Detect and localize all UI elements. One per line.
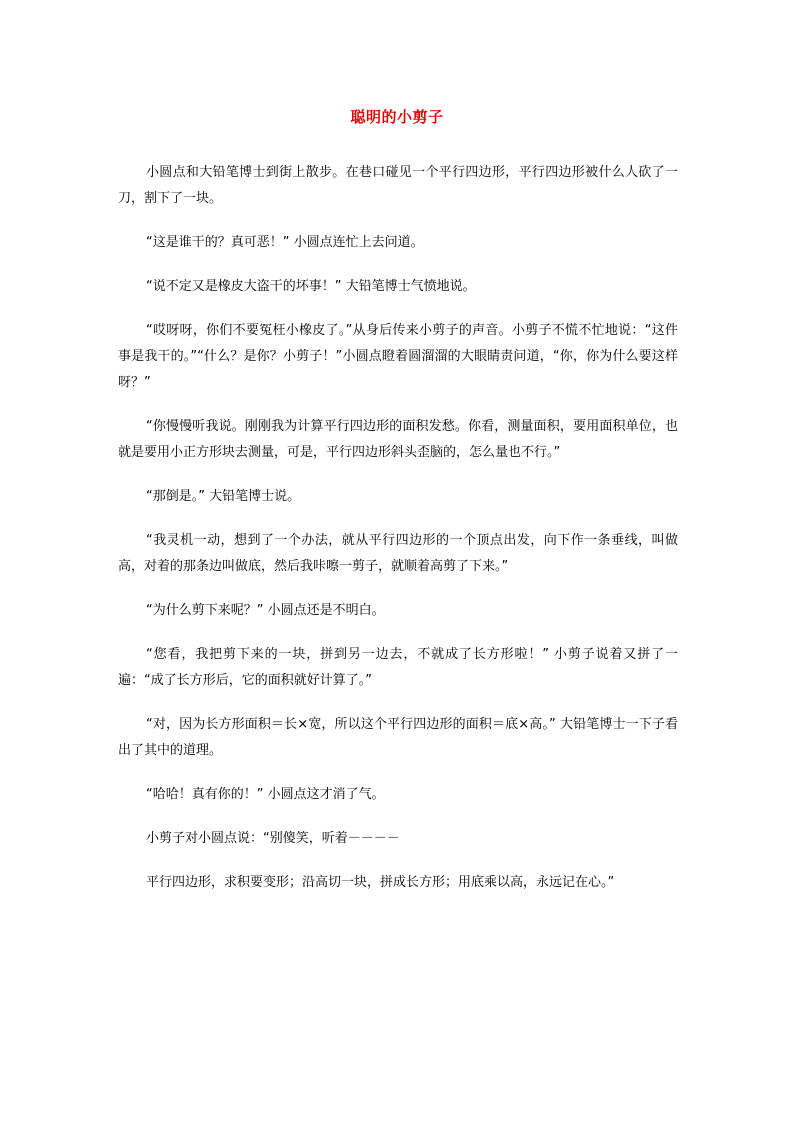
paragraph: “这是谁干的？真可恶！” 小圆点连忙上去问道。 — [146, 235, 424, 250]
paragraph: “您看，我把剪下来的一块，拼到另一边去，不就成了长方形啦！” 小剪子说着又拼了一遍：“成了长方形后，它的面积就好计算了。” — [118, 647, 678, 688]
paragraph: “我灵机一动，想到了一个办法，就从平行四边形的一个顶点出发，向下作一条垂线，叫做高，对着的那条边叫做底，然后我咔嚓一剪子，就顺着高剪了下来。” — [118, 533, 678, 574]
paragraph: “那倒是。” 大铅笔博士说。 — [146, 489, 301, 504]
paragraph: “说不定又是橡皮大盗干的坏事！” 大铅笔博士气愤地说。 — [146, 279, 476, 294]
paragraph: 小剪子对小圆点说：“别傻笑，听着－－－－ — [146, 831, 400, 846]
paragraph: 小圆点和大铅笔博士到街上散步。在巷口碰见一个平行四边形，平行四边形被什么人砍了一刀，割下了一块。 — [118, 165, 678, 206]
paragraph: “对，因为长方形面积＝长×宽，所以这个平行四边形的面积＝底×高。” 大铅笔博士一下子看出了其中的道理。 — [118, 717, 678, 758]
paragraph: “为什么剪下来呢？” 小圆点还是不明白。 — [146, 603, 385, 618]
document-title: 聪明的小剪子 — [350, 108, 444, 126]
document-body — [118, 160, 678, 914]
paragraph: “哎呀呀，你们不要冤枉小橡皮了。”从身后传来小剪子的声音。小剪子不慌不忙地说：“这件事是我干的。”“什么？是你？小剪子！”小圆点瞪着圆溜溜的大眼睛责问道，“你，你为什么要这样呀？” — [118, 323, 678, 390]
paragraph: 平行四边形，求积要变形；沿高切一块，拼成长方形；用底乘以高，永远记在心。” — [146, 875, 615, 890]
paragraph: “你慢慢听我说。刚刚我为计算平行四边形的面积发愁。你看，测量面积，要用面积单位，也就是要用小正方形块去测量，可是，平行四边形斜头歪脑的，怎么量也不行。” — [118, 419, 678, 460]
paragraph: “哈哈！真有你的！” 小圆点这才消了气。 — [146, 787, 385, 802]
